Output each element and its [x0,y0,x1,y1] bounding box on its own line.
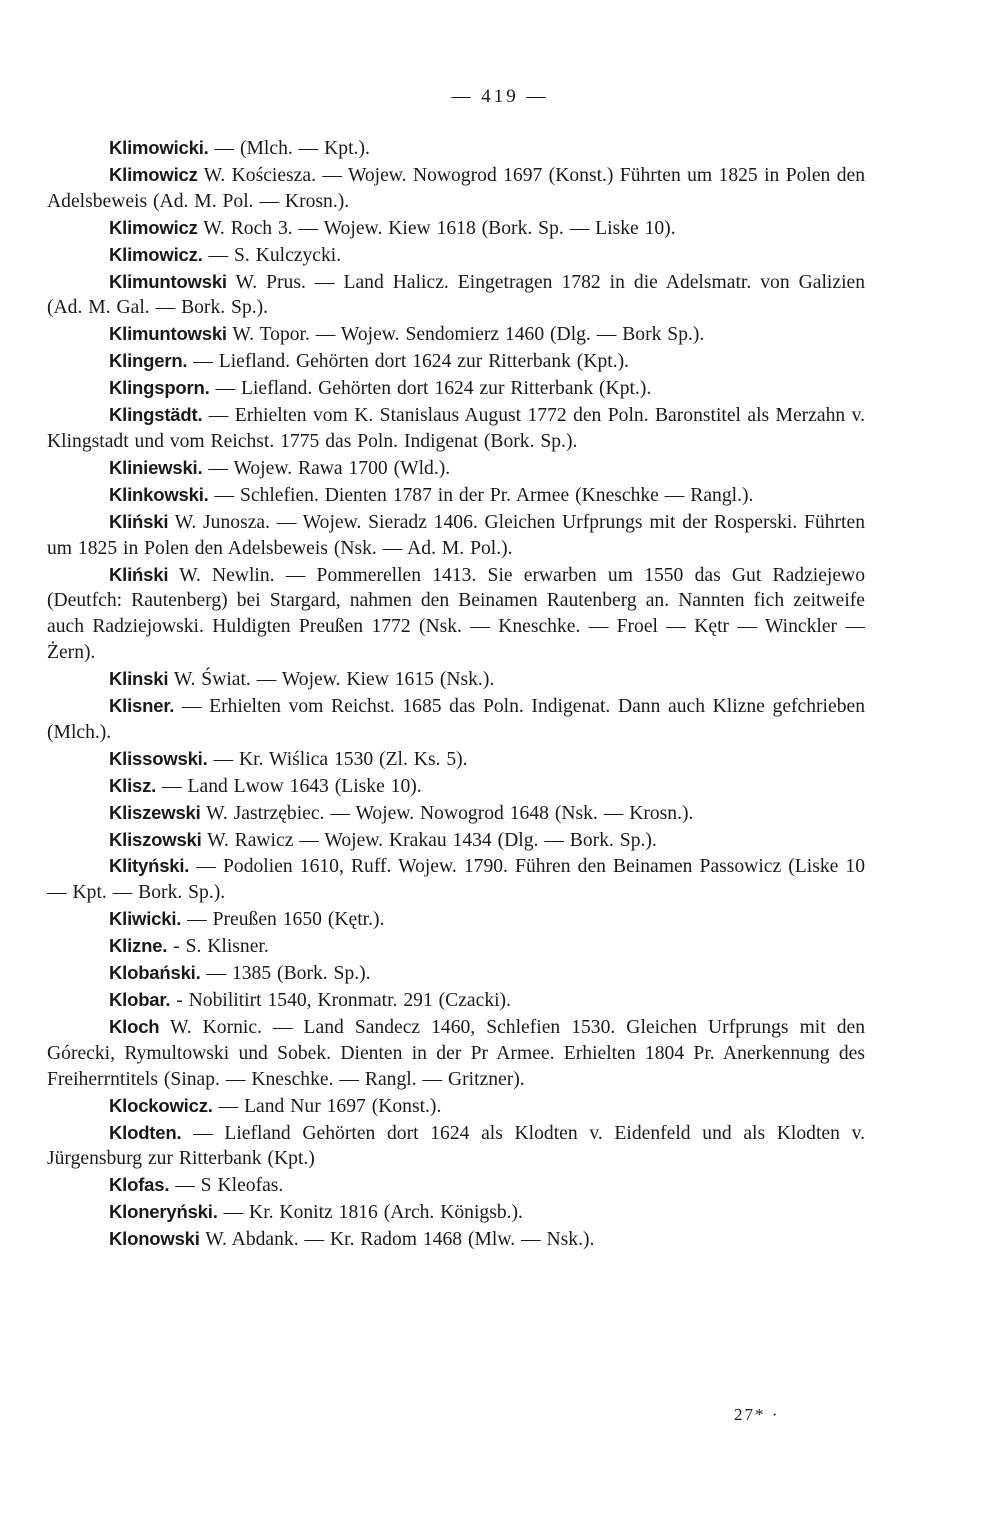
entry-text: W. Topor. — Wojew. Sendomierz 1460 (Dlg. — Bork Sp.). [232,324,705,346]
entry-text: W. Jastrzębiec. — Wojew. Nowogrod 1648 (Nsk. — Krosn.). [206,802,694,824]
entry-text: — Wojew. Rawa 1700 (Wld.). [208,457,451,479]
entry-headword: Klingsporn. [109,377,210,399]
dictionary-entry [47,800,865,827]
dictionary-entry [47,1199,865,1226]
entry-text: W. Junosza. — Wojew. Sieradz 1406. Gleichen Urfprungs mit der Rosperski. Führten um 1825 in Polen den Adelsbeweis (Nsk. — Ad. M. Pol.). [47,511,865,559]
entry-headword: Klissowski. [109,747,208,769]
entry-headword: Klingern. [109,350,188,372]
entry-text: - Nobilitirt 1540, Kronmatr. 291 (Czacki). [176,990,511,1011]
entry-text: W. Abdank. — Kr. Radom 1468 (Mlw. — Nsk.). [205,1229,595,1251]
entry-headword: Klofas. [109,1174,170,1196]
entry-headword: Klinski [109,668,169,690]
entry-text: — 1385 (Bork. Sp.). [206,963,371,985]
dictionary-entry [47,1120,865,1173]
dictionary-entry [47,960,865,987]
page-number-header: — 419 — [451,86,549,107]
dictionary-entry [47,827,865,854]
dictionary-entry [47,666,865,693]
entry-headword: Klingstädt. [109,404,203,426]
entry-headword: Klimuntowski [109,323,227,345]
printer-signature-mark: 27* · [734,1405,780,1424]
entry-text: — Podolien 1610, Ruff. Wojew. 1790. Führen den Beinamen Passowicz (Liske 10 — Kpt. — Bork. Sp.). [47,856,865,904]
entry-text: — Erhielten vom Reichst. 1685 das Poln. Indigenat. Dann auch Klizne gefchrieben (Mlch.). [47,696,865,743]
entry-text: - S. Klisner. [173,936,269,958]
entry-text: — Preußen 1650 (Kętr.). [187,909,385,931]
entry-text: — Liefland. Gehörten dort 1624 zur Ritterbank (Kpt.). [215,378,652,400]
entry-text: — Schlefien. Dienten 1787 in der Pr. Armee (Kneschke — Rangl.). [214,484,754,506]
dictionary-entry [47,853,865,906]
entry-text: W. Świat. — Wojew. Kiew 1615 (Nsk.). [173,669,495,691]
dictionary-entry [47,509,865,562]
dictionary-entry [47,987,865,1014]
dictionary-entry [47,1172,865,1199]
entry-headword: Klisz. [109,774,157,796]
entry-headword: Klisner. [109,695,175,717]
dictionary-entry [47,162,865,215]
dictionary-entry [47,482,865,509]
entry-headword: Kliwicki. [109,908,182,930]
entry-headword: Klimowicz [109,216,198,238]
dictionary-entry [47,1093,865,1120]
entry-headword: Klockowicz. [109,1094,213,1116]
dictionary-entry [47,906,865,933]
dictionary-entry [47,215,865,242]
entry-headword: Kliński [109,510,169,532]
entry-headword: Klityński. [109,855,190,877]
dictionary-entry [47,321,865,348]
entry-text: — Liefland. Gehörten dort 1624 zur Ritterbank (Kpt.). [193,351,630,373]
entry-headword: Klimuntowski [109,270,227,292]
entry-text: — Liefland Gehörten dort 1624 als Klodten v. Eidenfeld und als Klodten v. Jürgensburg zur Ritterbank (Kpt.) [47,1122,866,1170]
entry-headword: Klinkowski. [109,483,209,505]
entry-headword: Kloch [109,1015,160,1037]
entry-text: — (Mlch. — Kpt.). [214,138,370,159]
entry-list [47,135,865,1253]
dictionary-entry [47,269,865,322]
entry-text: W. Prus. — Land Halicz. Eingetragen 1782 in die Adelsmatr. von Galizien (Ad. M. Gal. — Bork. Sp.). [47,271,866,319]
entry-text: — Land Nur 1697 (Konst.). [218,1095,442,1117]
entry-text: W. Kościesza. — Wojew. Nowogrod 1697 (Konst.) Führten um 1825 in Polen den Adelsbeweis (Ad. M. Pol. — Krosn.). [47,164,865,212]
dictionary-entry [47,773,865,800]
entry-headword: Klonowski [109,1228,200,1250]
entry-text: W. Roch 3. — Wojew. Kiew 1618 (Bork. Sp. — Liske 10). [203,217,676,239]
dictionary-entry [47,135,865,162]
entry-headword: Klimowicki. [109,137,209,158]
entry-headword: Kliszowski [109,828,202,850]
dictionary-entry [47,746,865,773]
entry-headword: Kliniewski. [109,456,203,478]
entry-text: — Kr. Konitz 1816 (Arch. Königsb.). [223,1202,523,1224]
entry-text: — Erhielten vom K. Stanislaus August 1772 den Poln. Baronstitel als Merzahn v. Klingstadt und vom Reichst. 1775 das Poln. Indigenat (Bork. Sp.). [47,405,865,452]
entry-headword: Klizne. [109,935,168,957]
entry-headword: Kliński [109,563,169,585]
entry-headword: Klobar. [109,989,171,1010]
dictionary-entry [47,933,865,960]
dictionary-entry [47,348,865,375]
entry-text: — S Kleofas. [175,1175,284,1197]
entry-text: — Land Lwow 1643 (Liske 10). [162,775,422,797]
entry-headword: Klimowicz. [109,243,203,265]
entry-headword: Klimowicz [109,163,198,185]
entry-text: W. Rawicz — Wojew. Krakau 1434 (Dlg. — Bork. Sp.). [207,829,657,851]
entry-text: W. Newlin. — Pommerellen 1413. Sie erwarben um 1550 das Gut Radziejewo (Deutfch: Rautenberg) bei Stargard, nahmen den Beinamen Rautenberg an. Nannten fich zeitweife auch Radziejowski. Huldigten Preußen 1772 (Nsk. — Kneschke. — Froel — Kętr — Winckler — Żern). [47,564,866,664]
entry-headword: Klodten. [109,1121,182,1143]
entry-headword: Klobański. [109,962,201,984]
dictionary-entry [47,242,865,269]
dictionary-entry [47,693,865,746]
dictionary-entry [47,1226,865,1253]
entry-headword: Kloneryński. [109,1201,218,1223]
entry-text: — Kr. Wiślica 1530 (Zl. Ks. 5). [213,748,468,770]
dictionary-entry [47,562,865,667]
entry-headword: Kliszewski [109,801,201,823]
entry-text: — S. Kulczycki. [208,244,342,266]
entry-text: W. Kornic. — Land Sandecz 1460, Schlefien 1530. Gleichen Urfprungs mit den Górecki, Rymultowski und Sobek. Dienten in der Pr Armee. Erhielten 1804 Pr. Anerkennung des Freiherrntitels (Sinap. — Kneschke. — Rangl. — Gritzner). [47,1016,865,1090]
dictionary-entry [47,402,865,455]
dictionary-entry [47,1014,865,1093]
dictionary-entry [47,375,865,402]
dictionary-entry [47,455,865,482]
